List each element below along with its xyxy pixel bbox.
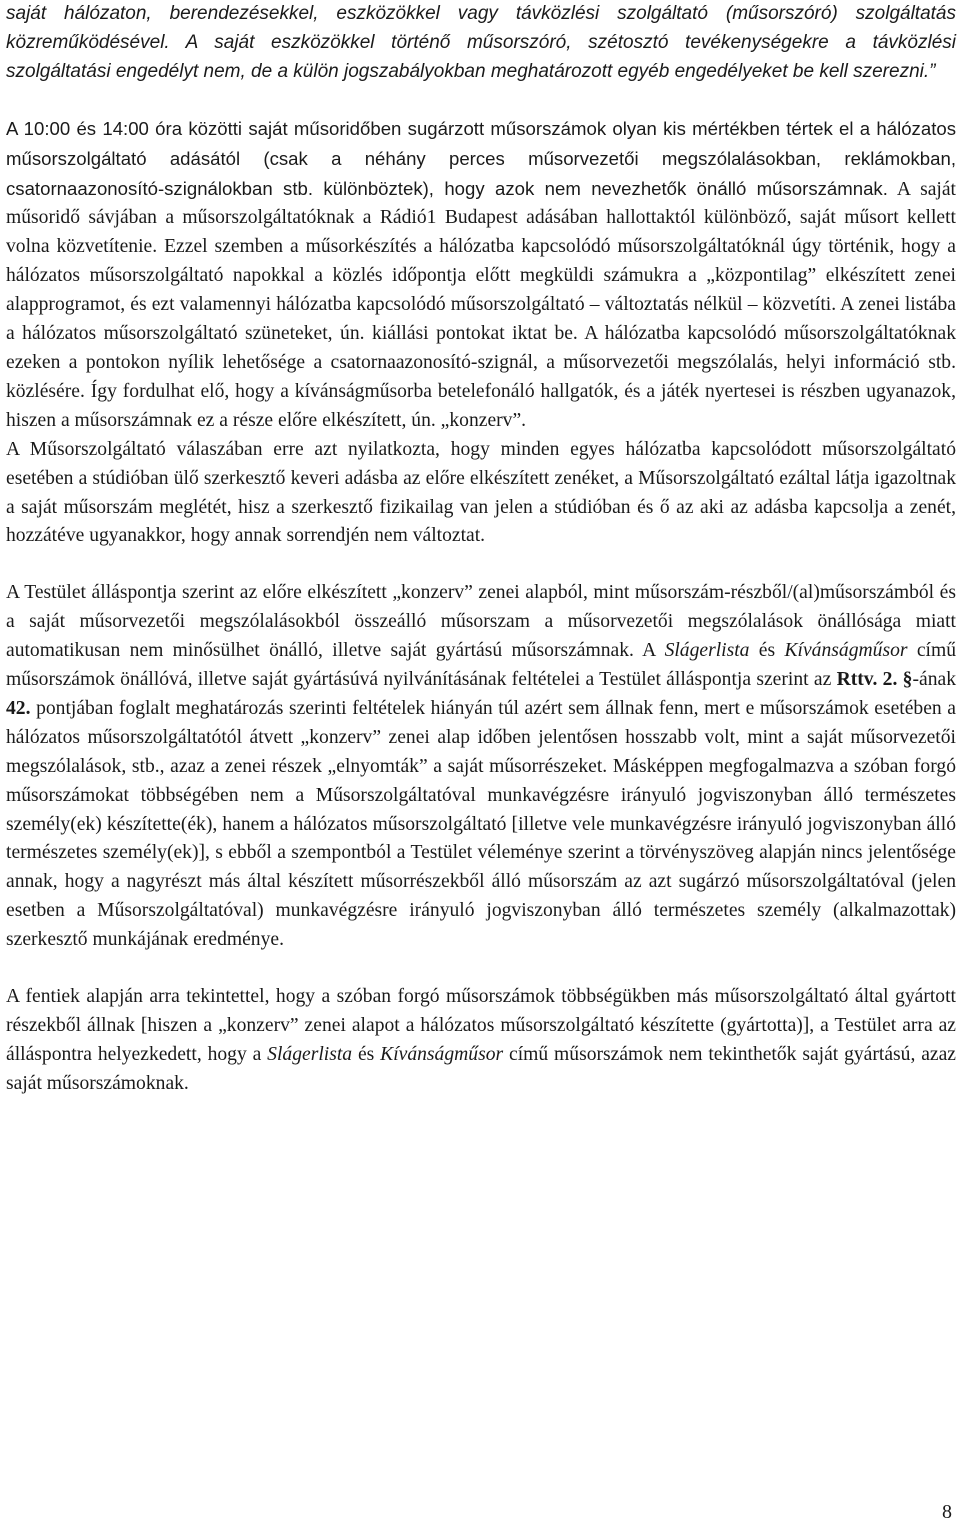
document-page [6, 0, 956, 1099]
program-title: Slágerlista [664, 640, 750, 662]
paragraph-board-position: A Testület álláspontja szerint az előre elkészített „konzerv” zenei alapból, mint műsorszám-részből/(al)műsorszámból és a saját műsorvezetői megszólalásokból összeálló műsorszam a műsorvezetői megszólalások önállósága miatt automatikusan nem minősülhet önálló, illetve saját gyártású műsorszámnak. A Slágerlista és Kívánságműsor című műsorszámok önállóvá, illetve saját gyártásúvá nyilvánításának feltételei a Testület álláspontja szerint az Rttv. 2. §-ának 42. pontjában foglalt meghatározás szerinti feltételek hiányán túl azért sem állnak fenn, mert e műsorszámok esetében a hálózatos műsorszolgáltatótól átvett „konzerv” zenei alap időben jelentősen hosszabb volt, mint a saját műsorvezetői megszólalások, stb., azaz a zenei részek „elnyomták” a saját műsorrészeket. Másképpen megfogalmazva a szóban forgó műsorszámokat többségében nem a Műsorszolgáltatóval munkavégzésre irányuló jogviszonyban álló természetes személy(ek) készítette(ék), hanem a hálózatos műsorszolgáltató [illetve vele munkavégzésre irányuló jogviszonyban álló természetes személy(ek)], s ebből a szempontból a Testület véleménye szerint a törvényszöveg alapján nincs jelentősége annak, hogy a nagyrészt más által készített műsorrészekből álló műsorszám az azt sugárzó műsorszolgáltatóval (jelen esetben a Műsorszolgáltatóval) munkavégzésre irányuló jogviszonyban álló természetes személy (alkalmazottak) szerkesztő munkájának eredménye. [6, 582, 957, 951]
program-title: Kívánságműsor [784, 640, 908, 662]
paragraph-conclusion: A fentiek alapján arra tekintettel, hogy a szóban forgó műsorszámok többségükben más műsorszolgáltató által gyártott részekből állnak [hiszen a „konzerv” zenei alapot a hálózatos műsorszolgáltató készítette (gyártotta)], a Testület arra az álláspontra helyezkedett, hogy a Slágerlista és Kívánságműsor című műsorszámok nem tekinthetők saját gyártású, azaz saját műsorszámoknak. [6, 986, 956, 1094]
paragraph-provider-response: A Műsorszolgáltató válaszában erre azt nyilatkozta, hogy minden egyes hálózatba kapcsolódott műsorszolgáltató esetében a stúdióban ülő szerkesztő keveri adásba az előre elkészített zenéket, a Műsorszolgáltató ezáltal látja igazoltnak a saját műsorszám meglétét, hisz a szerkesztő fizikailag van jelen a stúdióban és ő az aki az adásba kapcsolja a zenét, hozzátéve ugyanakkor, hogy annak sorrendjén nem változtat. [6, 438, 956, 547]
spacer [6, 551, 956, 579]
law-point-reference: 42. [6, 697, 31, 719]
law-reference: Rttv. 2. § [836, 669, 913, 691]
spacer [6, 87, 956, 115]
paragraph-serif-segment: A saját műsoridő sávjában a műsorszolgáltatóknak a Rádió1 Budapest adásában hallottaktól különböző, saját műsort kellett volna közvetítenie. Ezzel szemben a műsorkészítés a hálózatba kapcsolódó műsorszolgáltatóknál úgy történik, hogy a hálózatos műsorszolgáltató napokkal a közlés időpontja előtt megküldi számukra a „központilag” elkészített zenei alapprogramot, és ezt valamennyi hálózatba kapcsolódó műsorszolgáltató – változtatás nélkül – közvetíti. A zenei listába a hálózatos műsorszolgáltató szüneteket, ún. kiállási pontokat iktat be. A hálózatba kapcsolódó műsorszolgáltatóknak ezeken a pontokon nyílik lehetősége a csatornaazonosító-szignál, a műsorvezetői megszólalás, helyi információ stb. közlésére. Így fordulhat elő, hogy a kívánságműsorba betelefonáló hallgatók, és a játék nyertesei is részben ugyanazok, hiszen a műsorszámnak ez a része előre elkészített, ún. „konzerv”. [6, 178, 956, 431]
paragraph-broadcast-time [6, 115, 956, 436]
program-title: Kívánságműsor [380, 1043, 504, 1065]
page-number: 8 [942, 1501, 952, 1523]
paragraph-sans-segment: A 10:00 és 14:00 óra közötti saját műsoridőben sugárzott műsorszámok olyan kis mértékben tértek el a hálózatos műsorszolgáltató adásától (csak a néhány perces műsorvezetői megszólalásokban, reklámokban, csatornaazonosító-szignálokban stb. különböztek), hogy azok nem nevezhetők önálló műsorszámnak. [6, 117, 956, 199]
program-title: Slágerlista [267, 1043, 353, 1065]
spacer [6, 955, 956, 983]
quoted-legal-text: saját hálózaton, berendezésekkel, eszközökkel vagy távközlési szolgáltató (műsorszóró) szolgáltatás közreműködésével. A saját eszközökkel történő műsorszóró, szétosztó tevékenységekre a távközlési szolgáltatási engedélyt nem, de a külön jogszabályokban meghatározott egyéb engedélyeket be kell szerezni.” [6, 3, 956, 82]
